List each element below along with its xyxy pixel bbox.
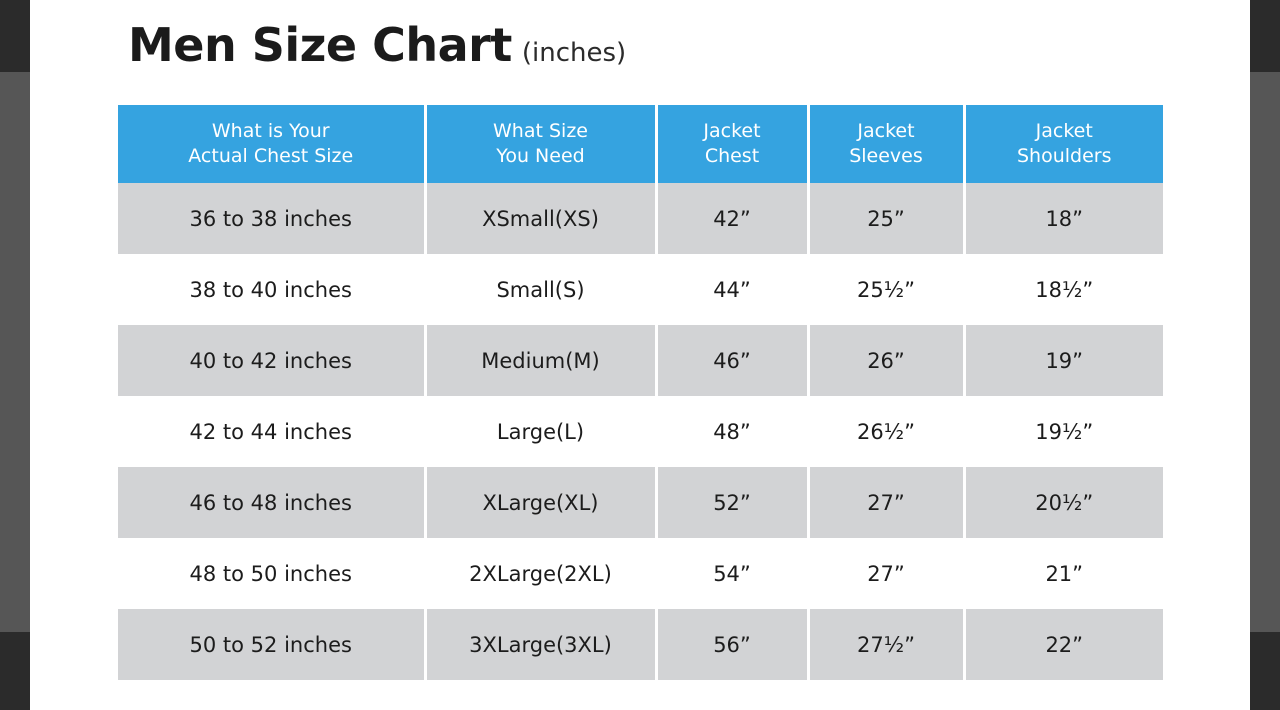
size-chart-table bbox=[118, 105, 1163, 680]
cell-size-needed: Small(S) bbox=[425, 254, 656, 325]
column-header-line-2: Actual Chest Size bbox=[188, 145, 354, 167]
cell-jacket-chest: 46” bbox=[656, 325, 808, 396]
cell-size-needed: Large(L) bbox=[425, 396, 656, 467]
column-header-line-2: Chest bbox=[704, 145, 760, 167]
cell-jacket-chest: 54” bbox=[656, 538, 808, 609]
column-header-line-2: Shoulders bbox=[1016, 145, 1112, 167]
table-row bbox=[118, 396, 1163, 467]
cell-jacket-chest: 42” bbox=[656, 183, 808, 254]
cell-jacket-sleeves: 25” bbox=[808, 183, 964, 254]
page-title-main: Men Size Chart bbox=[128, 18, 512, 72]
column-header-jacket-sleeves bbox=[808, 105, 964, 183]
page-title bbox=[128, 18, 626, 72]
table-row bbox=[118, 183, 1163, 254]
cell-jacket-shoulders: 22” bbox=[964, 609, 1163, 680]
cell-chest-size: 48 to 50 inches bbox=[118, 538, 425, 609]
cell-jacket-shoulders: 20½” bbox=[964, 467, 1163, 538]
column-header-actual-chest-size bbox=[118, 105, 425, 183]
cell-jacket-sleeves: 26” bbox=[808, 325, 964, 396]
cell-size-needed: XLarge(XL) bbox=[425, 467, 656, 538]
cell-size-needed: Medium(M) bbox=[425, 325, 656, 396]
left-gutter-band bbox=[0, 72, 30, 632]
document-sheet bbox=[30, 0, 1250, 710]
column-header-jacket-shoulders bbox=[964, 105, 1163, 183]
table-header-row bbox=[118, 105, 1163, 183]
cell-jacket-chest: 52” bbox=[656, 467, 808, 538]
right-gutter-band bbox=[1250, 72, 1280, 632]
cell-jacket-sleeves: 26½” bbox=[808, 396, 964, 467]
table-row bbox=[118, 538, 1163, 609]
cell-size-needed: 3XLarge(3XL) bbox=[425, 609, 656, 680]
cell-jacket-sleeves: 27” bbox=[808, 538, 964, 609]
cell-size-needed: 2XLarge(2XL) bbox=[425, 538, 656, 609]
cell-jacket-shoulders: 19” bbox=[964, 325, 1163, 396]
cell-jacket-shoulders: 21” bbox=[964, 538, 1163, 609]
column-header-line-1: What Size bbox=[493, 120, 588, 142]
column-header-jacket-chest bbox=[656, 105, 808, 183]
cell-chest-size: 42 to 44 inches bbox=[118, 396, 425, 467]
column-header-size-needed bbox=[425, 105, 656, 183]
cell-jacket-shoulders: 18” bbox=[964, 183, 1163, 254]
table-row bbox=[118, 325, 1163, 396]
cell-chest-size: 36 to 38 inches bbox=[118, 183, 425, 254]
cell-chest-size: 40 to 42 inches bbox=[118, 325, 425, 396]
cell-jacket-sleeves: 27½” bbox=[808, 609, 964, 680]
column-header-line-2: Sleeves bbox=[849, 145, 923, 167]
cell-chest-size: 38 to 40 inches bbox=[118, 254, 425, 325]
column-header-line-1: Jacket bbox=[703, 120, 761, 142]
page-title-units: (inches) bbox=[521, 38, 627, 68]
column-header-line-2: You Need bbox=[496, 145, 585, 167]
cell-jacket-shoulders: 18½” bbox=[964, 254, 1163, 325]
cell-jacket-chest: 44” bbox=[656, 254, 808, 325]
cell-size-needed: XSmall(XS) bbox=[425, 183, 656, 254]
cell-chest-size: 46 to 48 inches bbox=[118, 467, 425, 538]
table-row bbox=[118, 609, 1163, 680]
column-header-line-1: Jacket bbox=[857, 120, 915, 142]
cell-jacket-sleeves: 27” bbox=[808, 467, 964, 538]
cell-jacket-sleeves: 25½” bbox=[808, 254, 964, 325]
cell-jacket-shoulders: 19½” bbox=[964, 396, 1163, 467]
cell-chest-size: 50 to 52 inches bbox=[118, 609, 425, 680]
column-header-line-1: Jacket bbox=[1035, 120, 1093, 142]
table-row bbox=[118, 254, 1163, 325]
cell-jacket-chest: 56” bbox=[656, 609, 808, 680]
table-row bbox=[118, 467, 1163, 538]
cell-jacket-chest: 48” bbox=[656, 396, 808, 467]
column-header-line-1: What is Your bbox=[211, 120, 330, 142]
